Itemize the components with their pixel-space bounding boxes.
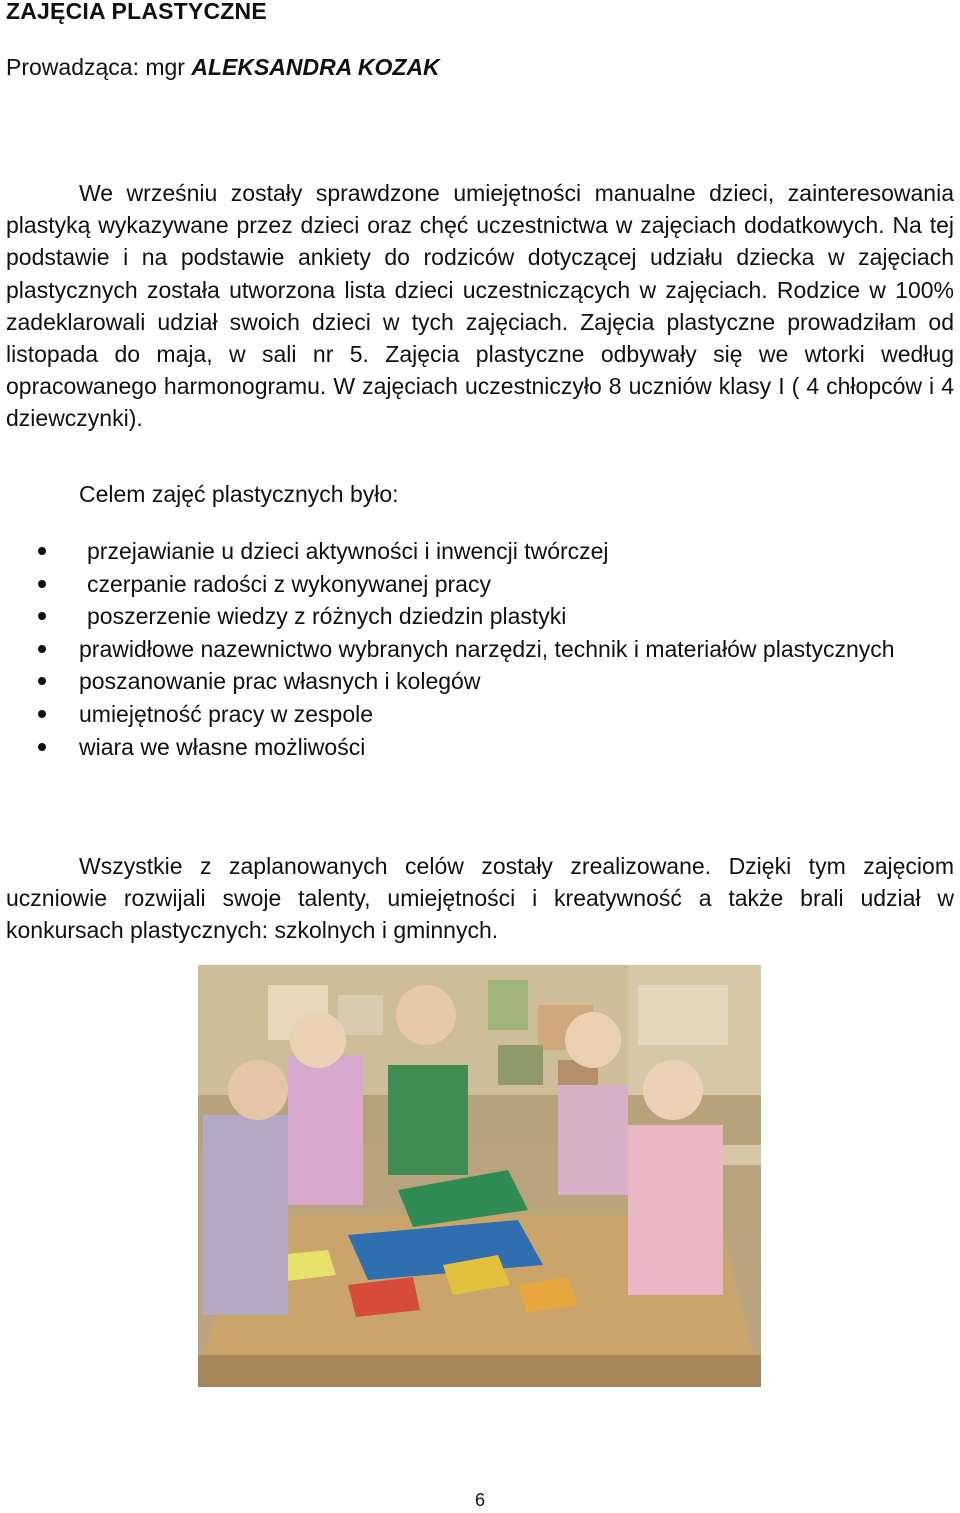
bullet-icon — [38, 677, 46, 685]
classroom-photo — [198, 965, 761, 1387]
list-item: umiejętność pracy w zespole — [0, 698, 956, 731]
list-item: prawidłowe nazewnictwo wybranych narzędzi, technik i materiałów plastycznych — [0, 633, 956, 666]
page-number: 6 — [474, 1490, 485, 1510]
list-item: poszerzenie wiedzy z różnych dziedzin plastyki — [0, 600, 956, 633]
bullet-icon — [38, 612, 46, 620]
bullet-icon — [38, 743, 46, 751]
instructor-name: ALEKSANDRA KOZAK — [191, 54, 440, 80]
bullet-icon — [38, 710, 46, 718]
instructor-line — [6, 54, 440, 81]
document-title: ZAJĘCIA PLASTYCZNE — [6, 0, 267, 24]
intro-paragraph: We wrześniu zostały sprawdzone umiejętności manualne dzieci, zainteresowania plastyką wykazywane przez dzieci oraz chęć uczestnictwa w zajęciach dodatkowych. Na tej podstawie i na podstawie ankiety do rodziców dotyczącej udziału dziecka w zajęciach plastycznych została utworzona lista dzieci uczestniczących w zajęciach. Rodzice w 100% zadeklarowali udział swoich dzieci w tych zajęciach. Zajęcia plastyczne prowadziłam od listopada do maja, w sali nr 5. Zajęcia plastyczne odbywały się we wtorki według opracowanego harmonogramu. W zajęciach uczestniczyło 8 uczniów klasy I ( 4 chłopców i 4 dziewczynki). — [6, 180, 954, 432]
list-item: przejawianie u dzieci aktywności i inwencji twórczej — [0, 535, 956, 568]
list-item: czerpanie radości z wykonywanej pracy — [0, 568, 956, 601]
goals-heading: Celem zajęć plastycznych było: — [79, 481, 399, 507]
goals-list — [0, 535, 956, 763]
list-item: wiara we własne możliwości — [0, 731, 956, 764]
bullet-icon — [38, 580, 46, 588]
list-item: poszanowanie prac własnych i kolegów — [0, 665, 956, 698]
instructor-label: Prowadząca: mgr — [6, 54, 192, 80]
bullet-icon — [38, 645, 46, 653]
summary-paragraph: Wszystkie z zaplanowanych celów zostały zrealizowane. Dzięki tym zajęciom uczniowie rozwijali swoje talenty, umiejętności i kreatywność a także brali udział w konkursach plastycznych: szkolnych i gminnych. — [6, 853, 954, 944]
bullet-icon — [38, 547, 46, 555]
